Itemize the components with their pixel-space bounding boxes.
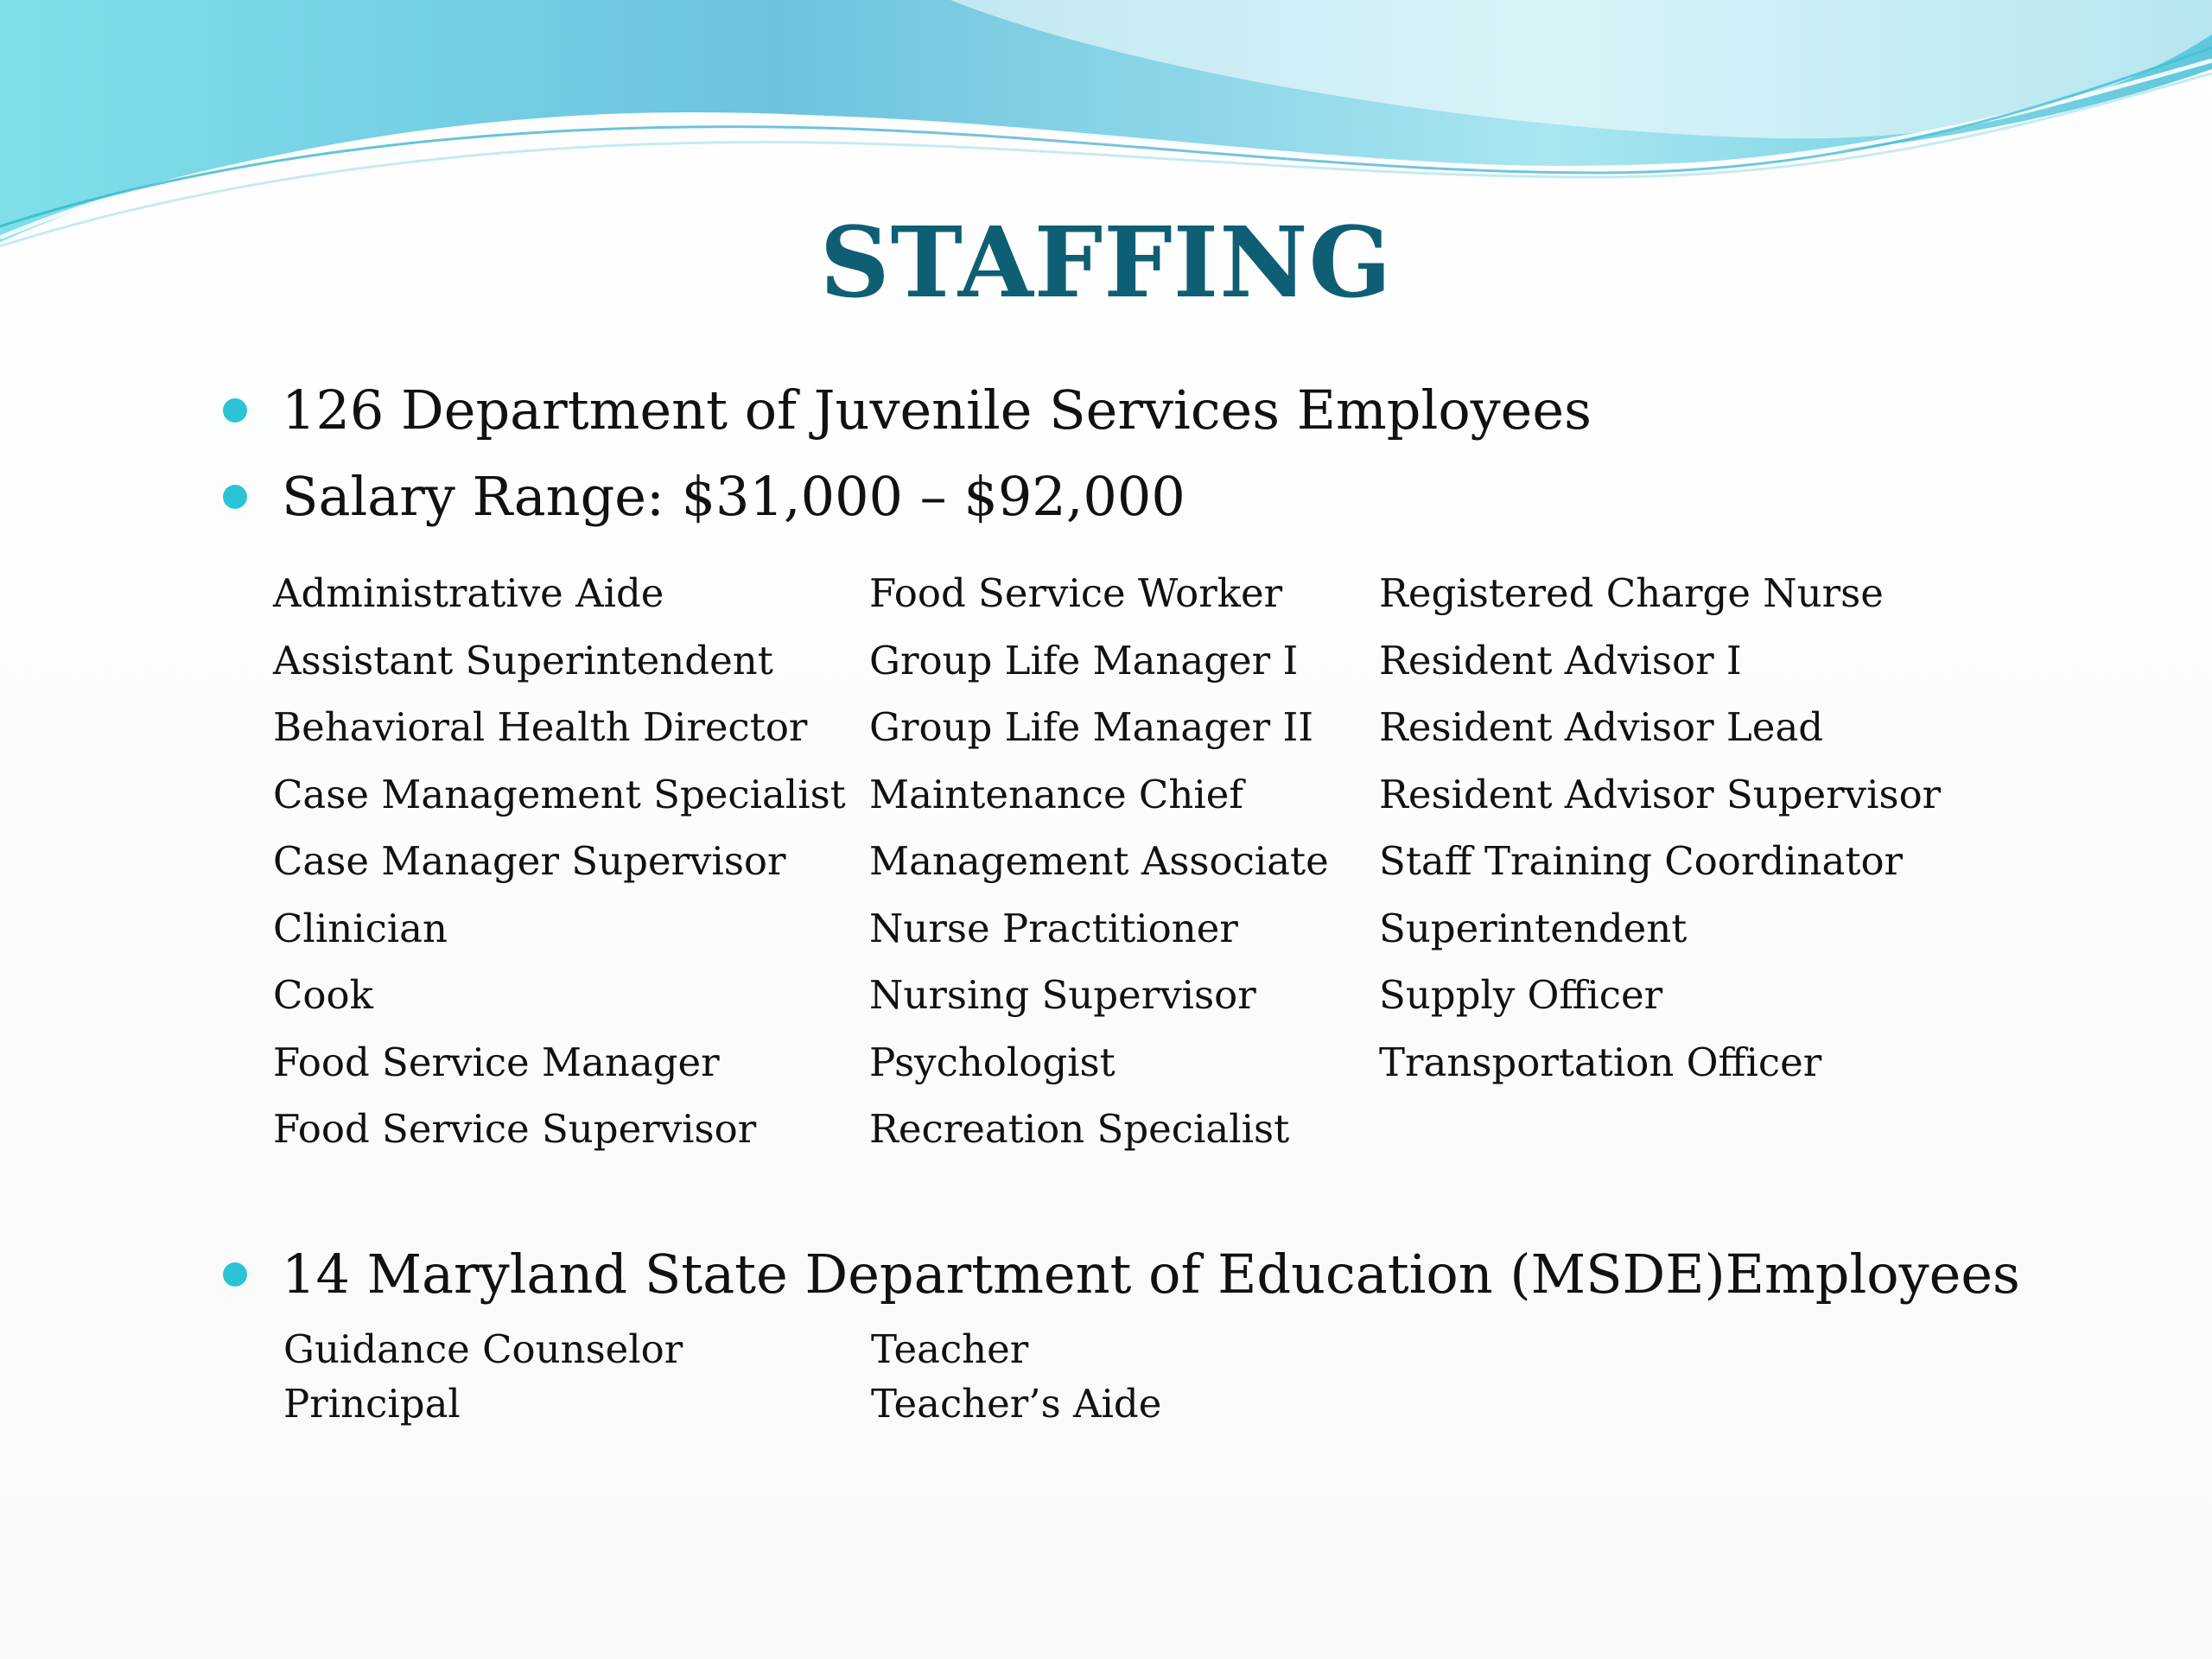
- position-item: Behavioral Health Director: [273, 704, 808, 750]
- bullet-dot-icon: [223, 485, 247, 509]
- position-item: Management Associate: [869, 838, 1329, 884]
- position-item: Guidance Counselor: [283, 1326, 683, 1372]
- position-item: Teacher: [871, 1326, 1029, 1372]
- dys-positions-column-3: [1379, 560, 1941, 1096]
- position-item: Food Service Supervisor: [273, 1106, 757, 1152]
- dys-positions-column-1: [273, 560, 846, 1163]
- position-item: Teacher’s Aide: [871, 1381, 1162, 1427]
- position-item: Psychologist: [869, 1039, 1116, 1085]
- position-item: Registered Charge Nurse: [1379, 570, 1884, 616]
- position-item: Supply Officer: [1379, 972, 1663, 1018]
- position-item: Clinician: [273, 905, 448, 951]
- position-item: Recreation Specialist: [869, 1106, 1290, 1152]
- position-item: Nursing Supervisor: [869, 972, 1256, 1018]
- dys-positions-column-2: [869, 560, 1329, 1163]
- bullet-dot-icon: [223, 1262, 247, 1287]
- position-item: Resident Advisor I: [1379, 637, 1742, 683]
- position-item: Cook: [273, 972, 373, 1018]
- position-item: Resident Advisor Supervisor: [1379, 771, 1942, 817]
- bullet-text: Salary Range: $31,000 – $92,000: [282, 465, 1185, 528]
- position-item: Group Life Manager II: [869, 704, 1314, 750]
- position-item: Maintenance Chief: [869, 771, 1244, 817]
- position-item: Administrative Aide: [273, 570, 664, 616]
- position-item: Food Service Worker: [869, 570, 1283, 616]
- position-item: Principal: [283, 1381, 461, 1427]
- msde-positions-column-1: [283, 1322, 683, 1431]
- slide-title: STAFFING: [819, 207, 1393, 320]
- position-item: Staff Training Coordinator: [1379, 838, 1904, 884]
- position-item: Resident Advisor Lead: [1379, 704, 1824, 750]
- bullet-text: 126 Department of Juvenile Services Employees: [282, 378, 1592, 442]
- bullet-text: 14 Maryland State Department of Education (MSDE)Employees: [282, 1243, 2020, 1306]
- position-item: Nurse Practitioner: [869, 905, 1238, 951]
- position-item: Case Management Specialist: [273, 771, 846, 817]
- position-item: Superintendent: [1379, 905, 1688, 951]
- position-item: Group Life Manager I: [869, 637, 1299, 683]
- position-item: Transportation Officer: [1379, 1039, 1822, 1085]
- position-item: Food Service Manager: [273, 1039, 720, 1085]
- position-item: Case Manager Supervisor: [273, 838, 786, 884]
- bullet-dot-icon: [223, 398, 247, 423]
- position-item: Assistant Superintendent: [273, 637, 773, 683]
- msde-positions-column-2: [871, 1322, 1161, 1431]
